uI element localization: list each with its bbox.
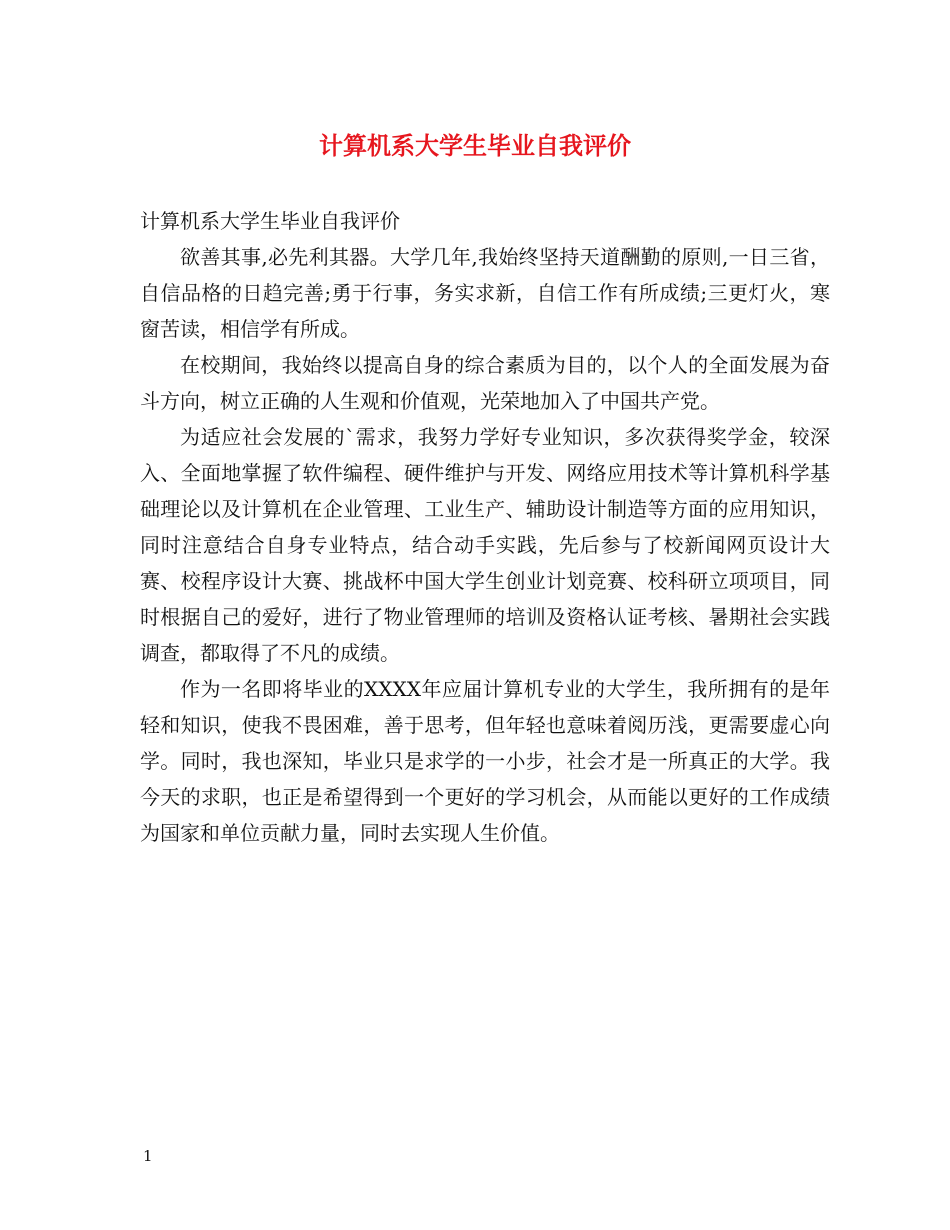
document-title: 计算机系大学生毕业自我评价 — [319, 131, 631, 160]
paragraph: 作为一名即将毕业的XXXX年应届计算机专业的大学生，我所拥有的是年轻和知识，使我不畏困难，善于思考，但年轻也意味着阅历浅，更需要虚心向学。同时，我也深知，毕业只是求学的一小步，社会才是一所真正的大学。我今天的求职，也正是希望得到一个更好的学习机会，从而能以更好的工作成绩为国家和单位贡献力量，同时去实现人生价值。 — [140, 677, 830, 845]
document-subtitle: 计算机系大学生毕业自我评价 — [140, 209, 400, 233]
paragraph: 在校期间，我始终以提高自身的综合素质为目的，以个人的全面发展为奋斗方向，树立正确的人生观和价值观，光荣地加入了中国共产党。 — [140, 353, 830, 413]
paragraph: 为适应社会发展的`需求，我努力学好专业知识，多次获得奖学金，较深入、全面地掌握了软件编程、硬件维护与开发、网络应用技术等计算机科学基础理论以及计算机在企业管理、工业生产、辅助设计制造等方面的应用知识，同时注意结合自身专业特点，结合动手实践，先后参与了校新闻网页设计大赛、校程序设计大赛、挑战杯中国大学生创业计划竞赛、校科研立项项目，同时根据自己的爱好，进行了物业管理师的培训及资格认证考核、暑期社会实践调查，都取得了不凡的成绩。 — [140, 425, 830, 665]
paragraph: 欲善其事,必先利其器。大学几年,我始终坚持天道酬勤的原则,一日三省，自信品格的日趋完善;勇于行事，务实求新，自信工作有所成绩;三更灯火，寒窗苦读，相信学有所成。 — [140, 245, 830, 341]
document-body — [140, 203, 830, 851]
page-number: 1 — [143, 1147, 153, 1165]
